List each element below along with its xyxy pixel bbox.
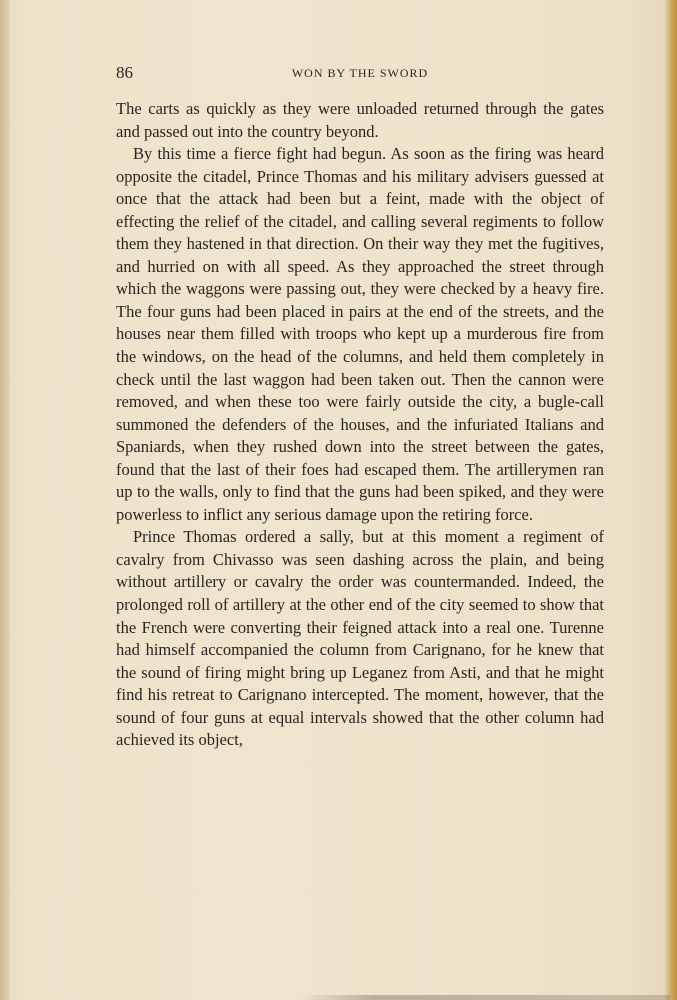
page-header	[116, 63, 604, 87]
paragraph: The carts as quickly as they were unloaded returned through the gates and passed out into the country beyond.	[116, 99, 604, 141]
page-bottom-shadow	[300, 995, 670, 1000]
body-text	[116, 98, 604, 752]
page-edge	[665, 0, 677, 1000]
running-head: WON BY THE SWORD	[291, 66, 429, 80]
page-binding-shadow	[0, 0, 10, 1000]
page-number: 86	[116, 63, 133, 82]
paragraph: Prince Thomas ordered a sally, but at this moment a regiment of cavalry from Chivasso was seen dashing across the plain, and being without artillery or cavalry the order was countermanded. Indeed, the prolonged roll of artillery at the other end of the city seemed to show that the French were converting their feigned attack into a real one. Turenne had himself accompanied the column from Carignano, for he knew that the sound of firing might bring up Leganez from Asti, and that he might find his retreat to Carignano intercepted. The moment, however, that the sound of four guns at equal intervals showed that the other column had achieved its object,	[116, 527, 604, 750]
paragraph: By this time a fierce fight had begun. As soon as the firing was heard opposite the citadel, Prince Thomas and his military advisers guessed at once that the attack had been but a feint, made with the object of effecting the relief of the citadel, and calling several regiments to follow them they hastened in that direction. On their way they met the fugitives, and hurried on with all speed. As they approached the street through which the waggons were passing out, they were checked by a heavy fire. The four guns had been placed in pairs at the end of the streets, and the houses near them filled with troops who kept up a murderous fire from the windows, on the head of the columns, and held them completely in check until the last waggon had been taken out. Then the cannon were removed, and when these too were fairly outside the city, a bugle-call summoned the defenders of the houses, and the infuriated Italians and Spaniards, when they rushed down into the street between the gates, found that the last of their foes had escaped them. The artillerymen ran up to the walls, only to find that the guns had been spiked, and they were powerless to inflict any serious damage upon the retiring force.	[116, 144, 604, 524]
